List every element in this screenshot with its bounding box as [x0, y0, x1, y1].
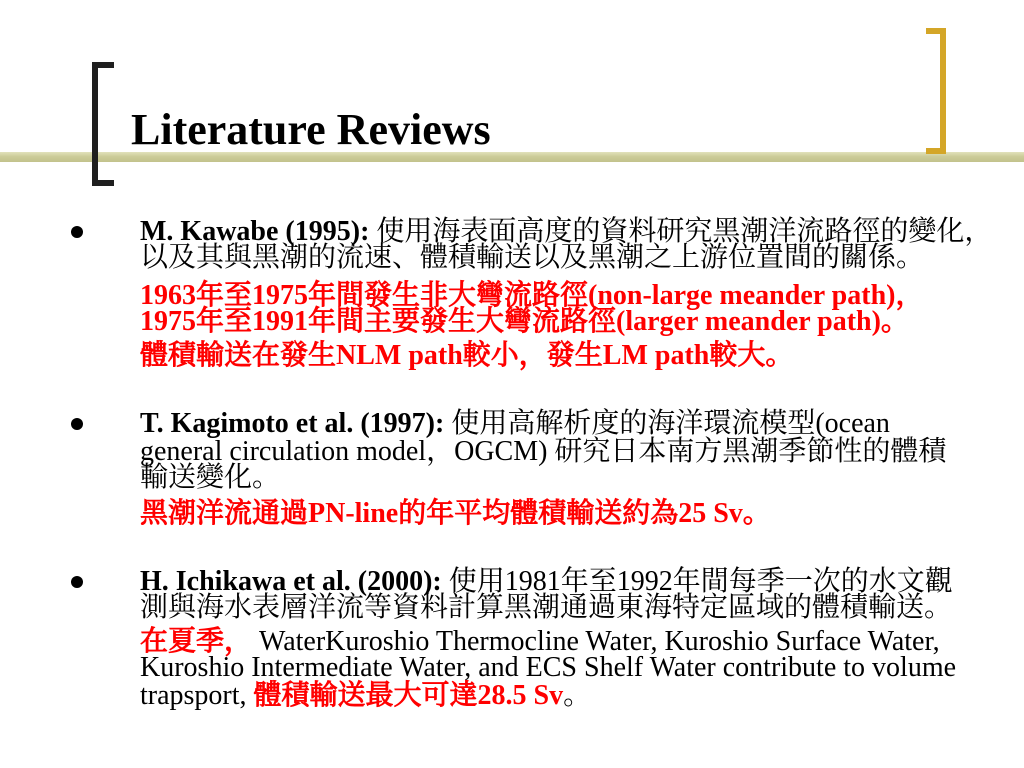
description-text: 以及其與黑潮的流速、體積輸送以及黑潮之上游位置間的關係。: [140, 242, 925, 273]
finding-text: 1975年至1991年間主要發生大彎流路徑(larger meander path)。: [140, 306, 909, 337]
left-bracket-decoration: [92, 62, 114, 186]
description-text: 輸送變化。: [140, 462, 281, 493]
right-bracket-decoration: [926, 28, 946, 154]
citation-author: M. Kawabe (1995):: [140, 216, 370, 247]
highlight-line: [140, 342, 793, 369]
finding-text: 1963年至1975年間發生非大彎流路徑(non-large meander path)，: [140, 280, 924, 311]
max-transport-text: 體積輸送最大可達28.5 Sv: [253, 680, 564, 711]
bullet-line: [140, 218, 992, 245]
bullet-line: [140, 464, 280, 491]
summer-label: 在夏季，: [140, 626, 253, 657]
slide-title: Literature Reviews: [131, 105, 491, 154]
description-text: 測與海水表層洋流等資料計算黑潮通過東海特定區域的體積輸送。: [140, 592, 953, 623]
summer-line: [140, 654, 956, 681]
citation-author: H. Ichikawa et al. (2000):: [140, 566, 442, 597]
water-masses-text: WaterKuroshio Thermocline Water, Kuroshio Surface Water,: [259, 626, 940, 657]
summer-line: [140, 628, 940, 655]
highlight-line: [140, 308, 909, 335]
bullet-icon: [71, 576, 83, 588]
end-mark: 。: [563, 680, 592, 711]
citation-author: T. Kagimoto et al. (1997):: [140, 408, 445, 439]
finding-text: 黑潮洋流通過PN-line的年平均體積輸送約為25 Sv。: [140, 498, 771, 529]
description-text: 使用高解析度的海洋環流模型(ocean: [451, 408, 890, 439]
highlight-line: [140, 500, 771, 527]
summer-line: [140, 682, 591, 709]
water-masses-text: trapsport,: [140, 680, 247, 711]
bullet-line: [140, 438, 946, 465]
bullet-line: [140, 410, 890, 437]
description-text: 使用1981年至1992年間每季一次的水文觀: [448, 566, 953, 597]
water-masses-text: Kuroshio Intermediate Water, and ECS Shelf Water contribute to volume: [140, 652, 957, 683]
bullet-icon: [71, 418, 83, 430]
bullet-line: [140, 568, 953, 595]
bullet-line: [140, 594, 952, 621]
bullet-icon: [71, 226, 83, 238]
highlight-line: [140, 282, 923, 309]
description-text: 使用海表面高度的資料研究黑潮洋流路徑的變化，: [376, 216, 993, 247]
finding-text: 體積輸送在發生NLM path較小，發生LM path較大。: [140, 340, 794, 371]
bullet-line: [140, 244, 924, 271]
description-text: general circulation model，OGCM) 研究日本南方黑潮季節性的體積: [140, 436, 947, 467]
